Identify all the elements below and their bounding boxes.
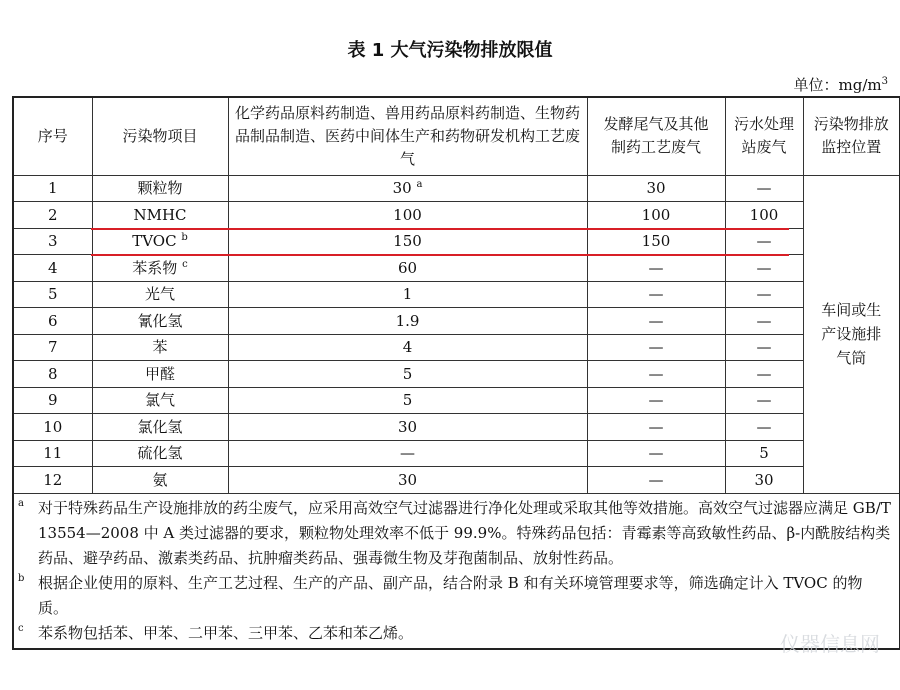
table-body [13, 175, 900, 493]
cell-no-text: 7 [47, 338, 58, 357]
header-item: 污染物项目 [92, 97, 228, 175]
cell-item [92, 440, 228, 467]
cell-no [13, 387, 92, 414]
cell-chem-process-text: 30 [392, 179, 412, 198]
cell-wastewater-text: — [756, 338, 772, 357]
cell-chem-process [228, 202, 587, 229]
cell-fermentation-text: — [648, 444, 664, 463]
cell-chem-process-text: 60 [397, 258, 418, 277]
table-row [13, 308, 900, 335]
cell-item-text: TVOC [132, 232, 177, 251]
unit-label [794, 74, 888, 95]
table-row [13, 361, 900, 388]
cell-item [92, 467, 228, 494]
cell-item [92, 255, 228, 282]
cell-no [13, 175, 92, 202]
cell-chem-process [228, 440, 587, 467]
cell-item [92, 281, 228, 308]
cell-item [92, 334, 228, 361]
cell-wastewater [725, 361, 803, 388]
cell-fermentation-text: — [648, 417, 664, 436]
cell-item [92, 414, 228, 441]
cell-fermentation [587, 228, 725, 255]
table-row [13, 387, 900, 414]
cell-chem-process-text: 30 [397, 417, 418, 436]
footnote-mark: c [18, 622, 24, 634]
cell-item [92, 361, 228, 388]
table-row [13, 255, 900, 282]
notes-cell [13, 493, 900, 649]
cell-fermentation [587, 440, 725, 467]
header-monitor: 污染物排放监控位置 [803, 97, 900, 175]
cell-no-text: 11 [43, 444, 63, 463]
footnote-text: 对于特殊药品生产设施排放的药尘废气，应采用高效空气过滤器进行净化处理或采取其他等效措施。高效空气过滤器应满足 GB/T 13554—2008 中 A 类过滤器的要求，颗粒物处理效率不低于 99.9%。特殊药品包括：青霉素等高致敏性药品、β-内酰胺结构类药品、避孕药品、激素类药品、抗肿瘤类药品、强毒微生物及芽孢菌制品、放射性药品。 [38, 498, 891, 567]
table-row [13, 414, 900, 441]
cell-fermentation-text: 150 [641, 232, 671, 251]
cell-chem-process [228, 467, 587, 494]
footnote [18, 571, 891, 621]
table-title: 表 1 大气污染物排放限值 [347, 40, 553, 61]
cell-wastewater-text: — [756, 258, 772, 277]
cell-fermentation-text: 100 [641, 205, 671, 224]
cell-no-text: 9 [47, 391, 58, 410]
cell-fermentation-text: — [648, 311, 664, 330]
footnote-mark: a [18, 497, 24, 509]
cell-item-text: 光气 [144, 285, 175, 304]
cell-wastewater-text: — [756, 417, 772, 436]
header-wastewater: 污水处理站废气 [725, 97, 803, 175]
cell-no-text: 4 [47, 258, 58, 277]
cell-no [13, 255, 92, 282]
header-fermentation: 发酵尾气及其他制药工艺废气 [587, 97, 725, 175]
cell-wastewater-text: 100 [749, 205, 779, 224]
cell-chem-process-text: 150 [393, 232, 422, 251]
cell-item-text: 氯气 [144, 391, 175, 410]
table-row [13, 281, 900, 308]
cell-fermentation [587, 467, 725, 494]
cell-wastewater [725, 202, 803, 229]
cell-chem-process [228, 175, 587, 202]
cell-chem-process [228, 414, 587, 441]
cell-wastewater-text: — [756, 232, 772, 251]
cell-item-text: 氨 [152, 470, 168, 489]
cell-fermentation-text: — [648, 470, 664, 489]
highlight-line-top [91, 228, 789, 230]
cell-chem-process-text: 4 [402, 338, 413, 357]
table-row [13, 467, 900, 494]
cell-no [13, 440, 92, 467]
cell-fermentation-text: — [648, 338, 664, 357]
cell-no-text: 3 [47, 232, 58, 251]
cell-no [13, 281, 92, 308]
header-chem-process: 化学药品原料药制造、兽用药品原料药制造、生物药品制品制造、医药中间体生产和药物研发机构工艺废气 [228, 97, 587, 175]
cell-fermentation [587, 255, 725, 282]
cell-no-text: 1 [47, 179, 58, 198]
cell-no-text: 8 [47, 364, 58, 383]
cell-no-text: 2 [47, 205, 58, 224]
cell-no-text: 6 [47, 311, 58, 330]
cell-item-text: NMHC [133, 205, 187, 224]
cell-chem-process [228, 228, 587, 255]
table-row [13, 202, 900, 229]
cell-no [13, 467, 92, 494]
cell-fermentation-text: — [648, 391, 664, 410]
header-row [13, 97, 900, 175]
table-row [13, 440, 900, 467]
cell-wastewater [725, 308, 803, 335]
cell-item-footnote-mark: b [181, 232, 188, 244]
cell-no [13, 361, 92, 388]
cell-chem-process [228, 281, 587, 308]
cell-no [13, 414, 92, 441]
cell-fermentation [587, 334, 725, 361]
cell-no [13, 334, 92, 361]
unit-sup: 3 [881, 76, 888, 87]
cell-item-footnote-mark: c [182, 258, 188, 270]
cell-wastewater-text: — [756, 311, 772, 330]
cell-fermentation [587, 308, 725, 335]
cell-fermentation-text: 30 [646, 179, 666, 198]
cell-chem-process [228, 361, 587, 388]
cell-no [13, 202, 92, 229]
cell-chem-process-text: 5 [402, 391, 413, 410]
cell-chem-process-text: 100 [393, 205, 422, 224]
cell-fermentation [587, 175, 725, 202]
cell-no-text: 10 [43, 417, 63, 436]
cell-wastewater-text: — [756, 285, 772, 304]
cell-chem-process-text: 5 [402, 364, 413, 383]
header-no: 序号 [13, 97, 92, 175]
cell-wastewater [725, 281, 803, 308]
cell-wastewater-text: 30 [754, 470, 774, 489]
cell-wastewater [725, 467, 803, 494]
highlight-line-bottom [91, 254, 789, 256]
cell-item-text: 甲醛 [144, 364, 175, 383]
cell-fermentation-text: — [648, 258, 664, 277]
cell-fermentation-text: — [648, 364, 664, 383]
cell-no [13, 228, 92, 255]
cell-fermentation [587, 414, 725, 441]
table-row [13, 228, 900, 255]
footnote-text: 苯系物包括苯、甲苯、二甲苯、三甲苯、乙苯和苯乙烯。 [38, 623, 414, 642]
cell-item-text: 氰化氢 [137, 311, 183, 330]
cell-item-text: 硫化氢 [137, 444, 183, 463]
cell-wastewater [725, 387, 803, 414]
cell-wastewater [725, 334, 803, 361]
cell-chem-process-text: — [400, 444, 415, 463]
cell-item [92, 228, 228, 255]
cell-wastewater [725, 440, 803, 467]
cell-item-text: 氯化氢 [137, 417, 183, 436]
cell-wastewater [725, 414, 803, 441]
footnote-mark: b [18, 572, 25, 584]
cell-fermentation-text: — [648, 285, 664, 304]
cell-chem-process [228, 308, 587, 335]
cell-no-text: 12 [43, 470, 63, 489]
cell-wastewater [725, 175, 803, 202]
cell-wastewater [725, 228, 803, 255]
cell-item [92, 308, 228, 335]
table-row [13, 175, 900, 202]
cell-fermentation [587, 202, 725, 229]
table-row [13, 334, 900, 361]
cell-no-text: 5 [47, 285, 58, 304]
cell-wastewater-text: — [756, 364, 772, 383]
cell-item-text: 苯 [152, 338, 168, 357]
cell-item [92, 387, 228, 414]
cell-wastewater-text: 5 [759, 444, 769, 463]
cell-fermentation [587, 361, 725, 388]
cell-fermentation [587, 281, 725, 308]
cell-no [13, 308, 92, 335]
footnote [18, 621, 891, 646]
cell-chem-process [228, 334, 587, 361]
emission-limits-table [12, 96, 900, 650]
cell-item-text: 颗粒物 [137, 179, 183, 198]
cell-chem-process [228, 387, 587, 414]
cell-chem-process-text: 30 [397, 470, 418, 489]
cell-item-text: 苯系物 [132, 258, 178, 277]
cell-wastewater-text: — [756, 179, 772, 198]
unit-text: 单位：mg/m [793, 76, 882, 94]
cell-chem-process-text: 1 [402, 285, 413, 304]
footnote [18, 496, 891, 571]
footnote-text: 根据企业使用的原料、生产工艺过程、生产的产品、副产品，结合附录 B 和有关环境管理要求等，筛选确定计入 TVOC 的物质。 [38, 573, 863, 617]
cell-wastewater [725, 255, 803, 282]
cell-monitor-location: 车间或生产设施排气筒 [803, 175, 900, 493]
cell-chem-process [228, 255, 587, 282]
cell-wastewater-text: — [756, 391, 772, 410]
cell-chem-process-footnote-mark: a [416, 179, 423, 191]
notes-row [13, 493, 900, 649]
cell-fermentation [587, 387, 725, 414]
cell-item [92, 175, 228, 202]
cell-chem-process-text: 1.9 [395, 311, 420, 330]
watermark: 仪器信息网 [780, 632, 880, 656]
cell-item [92, 202, 228, 229]
